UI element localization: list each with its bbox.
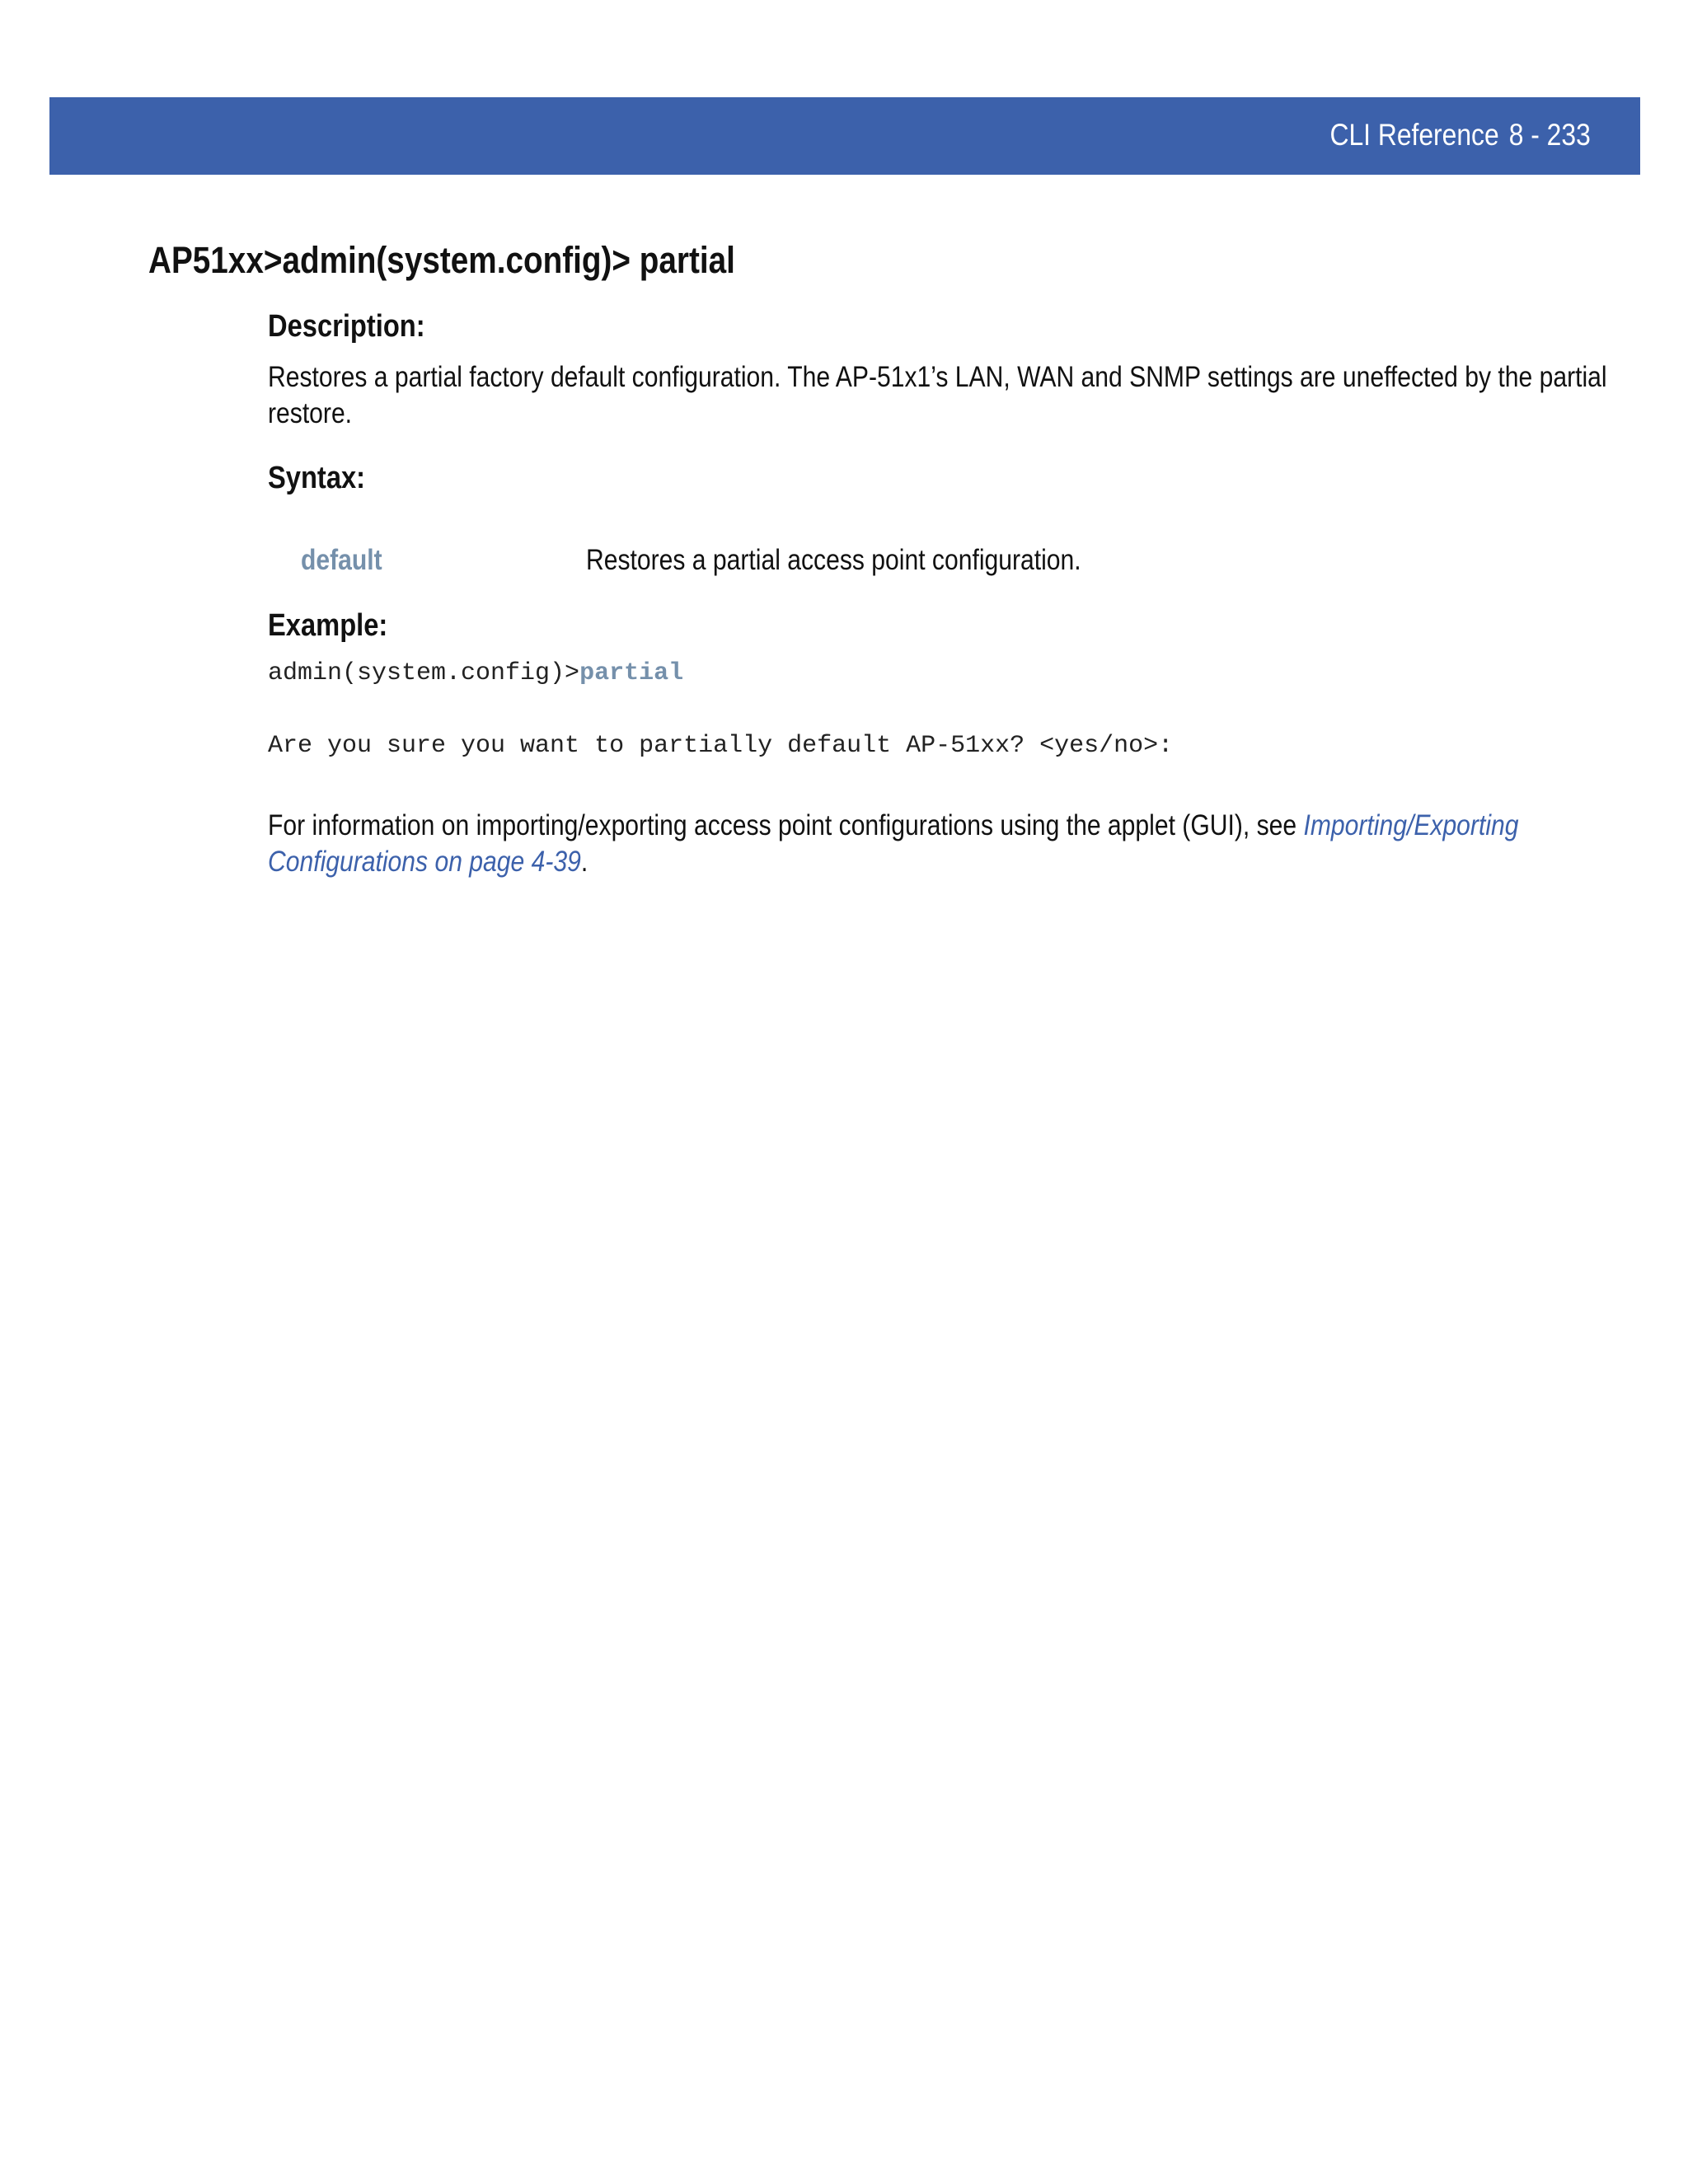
example-heading: Example: [268, 608, 388, 643]
footer-note-line-1 [268, 808, 1518, 844]
description-heading: Description: [268, 309, 425, 344]
description-line-2: restore. [268, 397, 353, 429]
xref-link-importing-exporting[interactable]: Importing/Exporting [1303, 809, 1519, 841]
syntax-param-name: default [301, 544, 382, 576]
footer-note-trailing: . [580, 846, 588, 878]
footer-note-line-2 [268, 844, 1518, 880]
xref-link-configurations-page[interactable]: Configurations on page 4-39 [268, 846, 581, 878]
example-prompt: admin(system.config)> [268, 659, 580, 687]
example-command: partial [579, 659, 684, 687]
example-command-line [268, 657, 683, 690]
description-text [268, 359, 1607, 432]
syntax-heading: Syntax: [268, 461, 366, 495]
header-page-number: 8 - 233 [1508, 118, 1591, 152]
page-header-bar [49, 97, 1640, 175]
description-line-1: Restores a partial factory default configuration. The AP-51x1’s LAN, WAN and SNMP settings are uneffected by the partial [268, 361, 1607, 393]
footer-note [268, 808, 1518, 880]
header-section-title: CLI Reference [1329, 118, 1499, 152]
example-response: Are you sure you want to partially default AP-51xx? <yes/no>: [268, 732, 1174, 760]
command-title: AP51xx>admin(system.config)> partial [148, 239, 735, 281]
page-header-text [1330, 117, 1591, 153]
syntax-param-description: Restores a partial access point configuration. [586, 544, 1081, 576]
footer-note-text: For information on importing/exporting access point configurations using the applet (GUI), see [268, 809, 1304, 841]
